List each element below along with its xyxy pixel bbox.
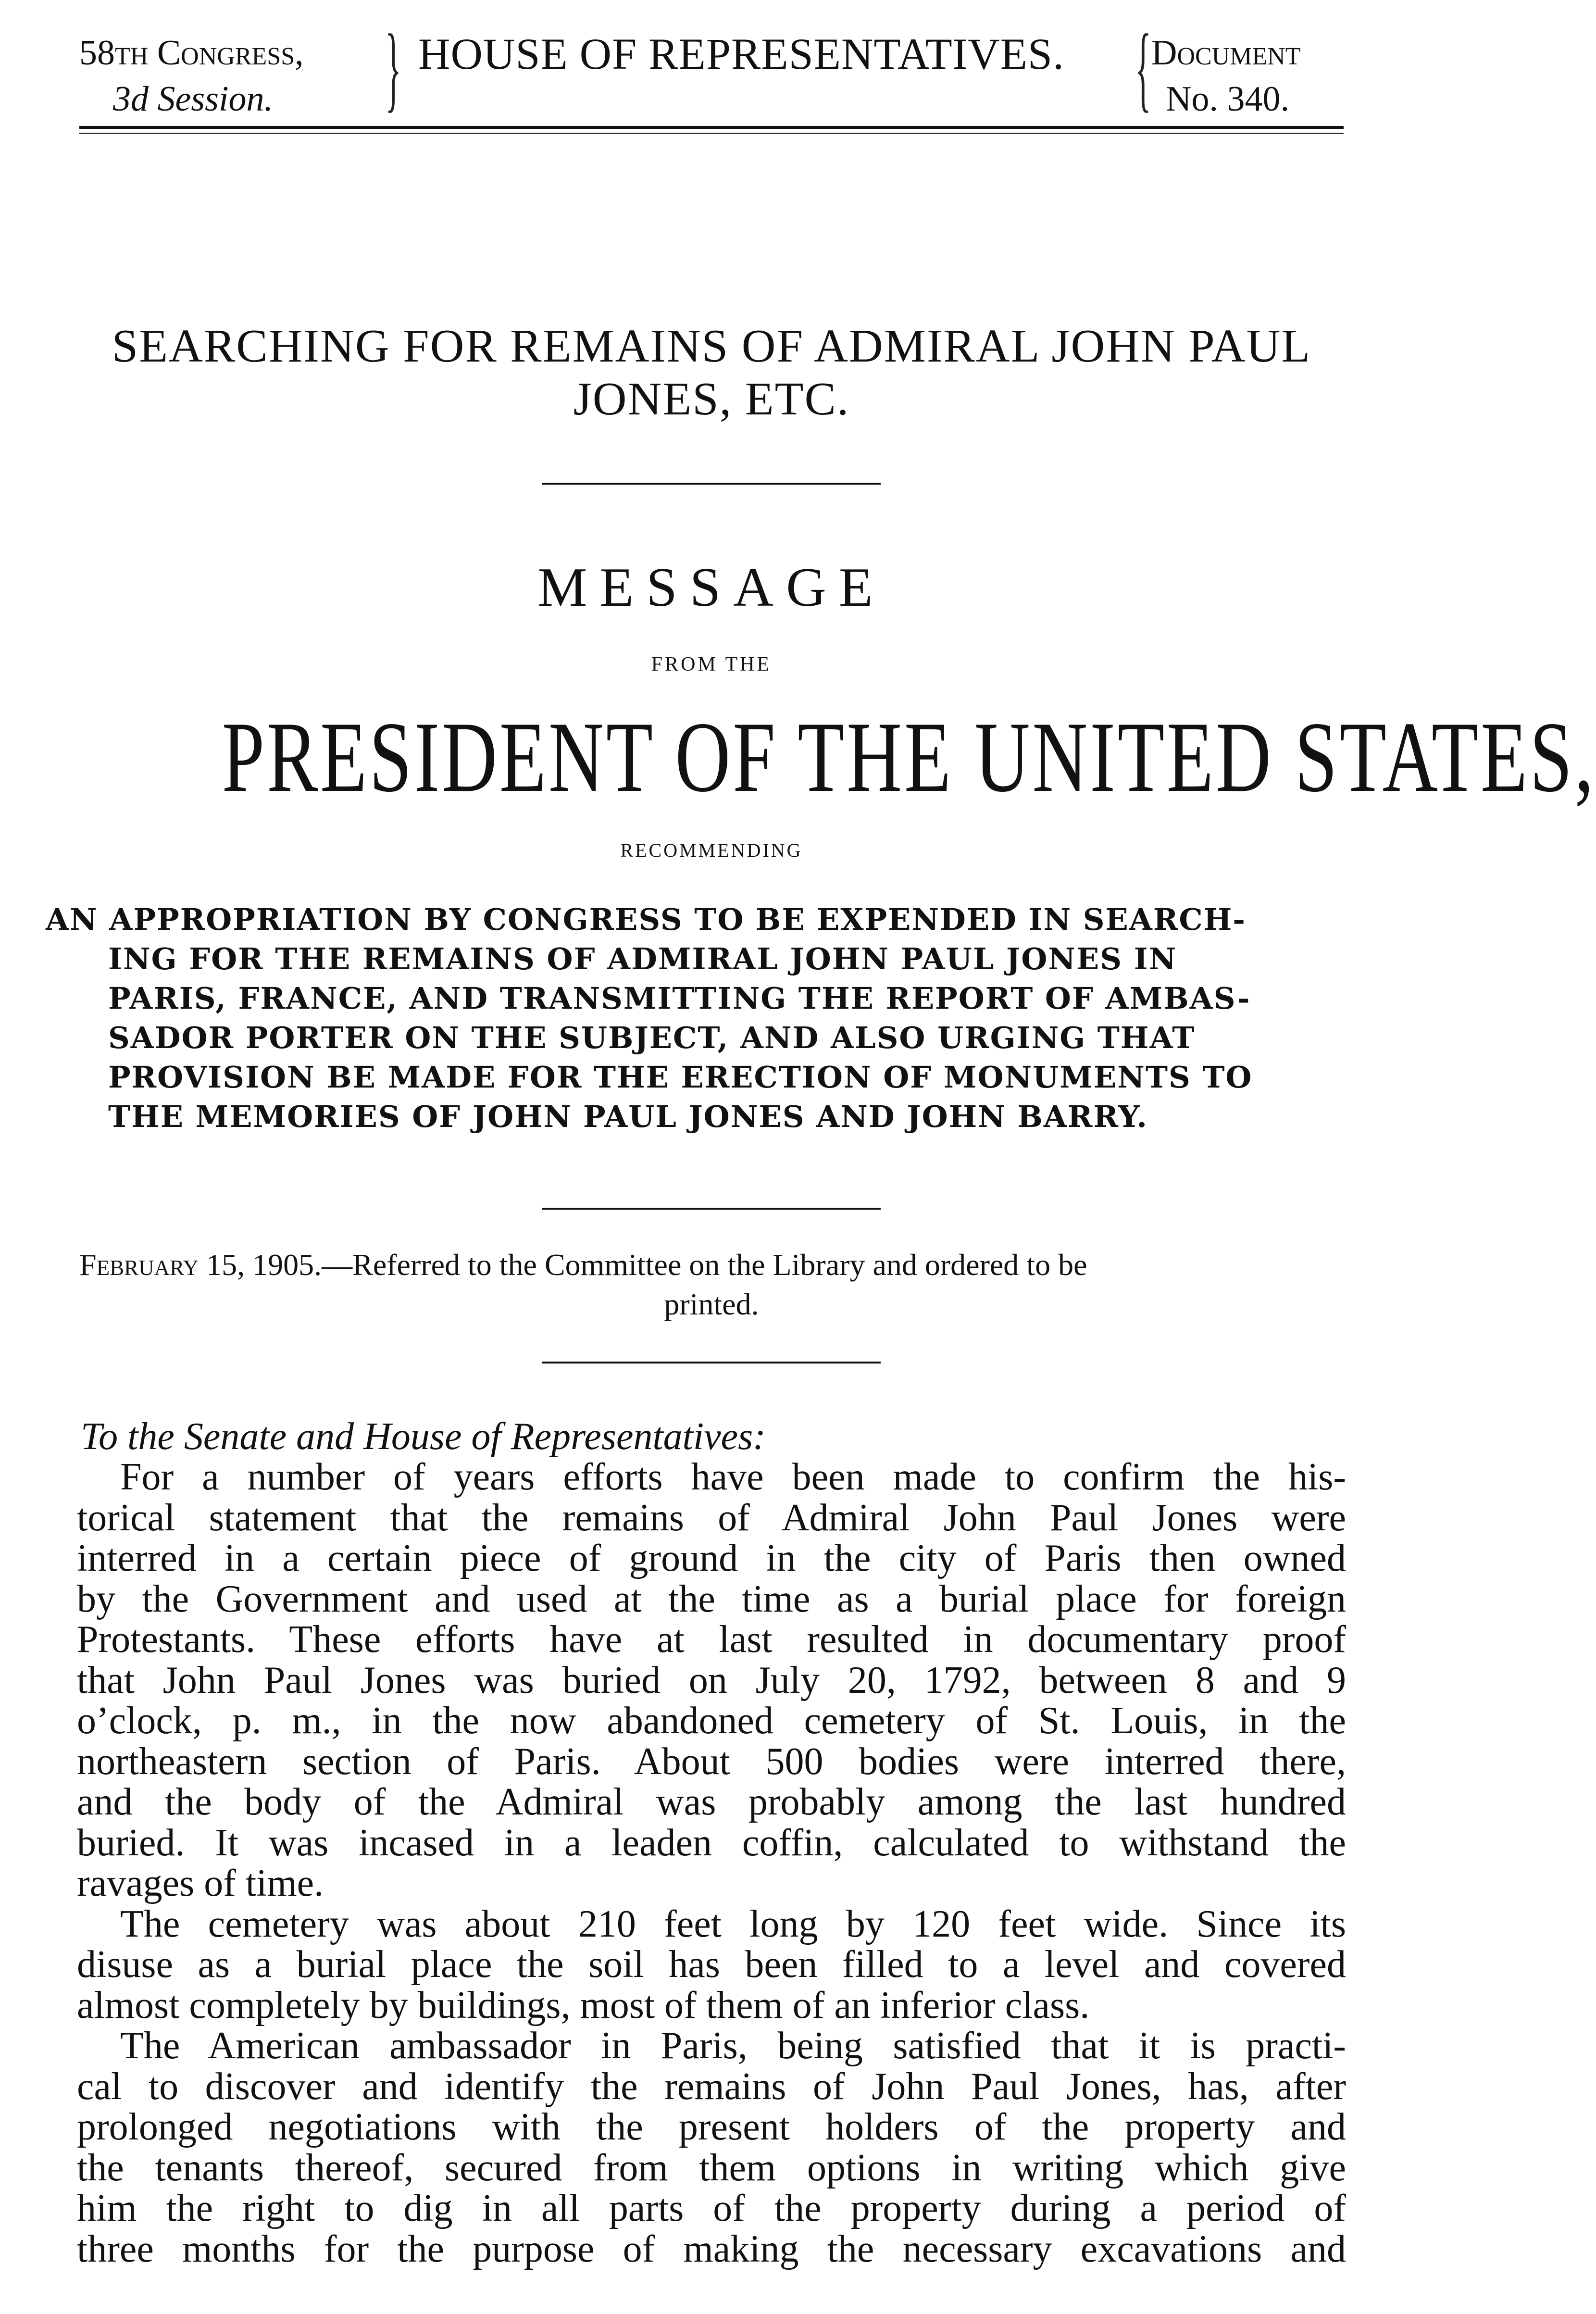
document-number: No. 340. <box>1166 79 1289 119</box>
body-line: the tenants thereof, secured from them options in writing which give <box>77 2146 1346 2189</box>
body-line: torical statement that the remains of Admiral John Paul Jones were <box>77 1496 1346 1539</box>
referral-date: February <box>79 1248 199 1282</box>
congress-session-block <box>79 30 387 122</box>
body-line: prolonged negotiations with the present holders of the property and <box>77 2106 1346 2148</box>
subject-line: PROVISION BE MADE FOR THE ERECTION OF MONUMENTS TO <box>108 1060 1253 1095</box>
subject-line: AN APPROPRIATION BY CONGRESS TO BE EXPENDED IN SEARCH- <box>46 902 1247 937</box>
right-brace: { <box>1135 15 1151 121</box>
subject-line: PARIS, FRANCE, AND TRANSMITTING THE REPORT OF AMBAS- <box>108 981 1251 1016</box>
from-the-label: FROM THE <box>651 653 772 675</box>
header-rule-thin <box>79 133 1344 134</box>
divider-3 <box>542 1362 881 1363</box>
body-line: Protestants. These efforts have at last resulted in documentary proof <box>77 1618 1346 1661</box>
session-label: 3d Session. <box>113 79 273 119</box>
body-line: almost completely by buildings, most of them of an inferior class. <box>77 1984 1090 2026</box>
referral-text: 15, 1905.—Referred to the Committee on the Library and ordered to be <box>199 1248 1087 1282</box>
body-line: The cemetery was about 210 feet long by 120 feet wide. Since its <box>120 1902 1346 1945</box>
subject-block <box>46 900 1344 1137</box>
body-line: For a number of years efforts have been made to confirm the his- <box>120 1456 1346 1498</box>
body-line: that John Paul Jones was buried on July 20, 1792, between 8 and 9 <box>77 1659 1346 1701</box>
title-line-1: SEARCHING FOR REMAINS OF ADMIRAL JOHN PAUL <box>112 320 1311 372</box>
body-line: ravages of time. <box>77 1862 324 1904</box>
body-line: three months for the purpose of making the necessary excavations and <box>77 2227 1346 2270</box>
divider-1 <box>542 483 881 485</box>
referral-note <box>79 1245 1344 1324</box>
body-line: him the right to dig in all parts of the property during a period of <box>77 2187 1346 2229</box>
left-brace: } <box>385 15 401 121</box>
president-heading: PRESIDENT OF THE UNITED STATES, <box>222 701 1596 813</box>
referral-line-2: printed. <box>664 1287 759 1321</box>
message-heading: MESSAGE <box>537 557 885 618</box>
subject-line: ING FOR THE REMAINS OF ADMIRAL JOHN PAUL JONES IN <box>108 941 1177 976</box>
divider-2 <box>542 1208 881 1210</box>
salutation: To the Senate and House of Representatives: <box>81 1415 766 1458</box>
document-label: Document <box>1151 33 1301 73</box>
body-line: o’clock, p. m., in the now abandoned cemetery of St. Louis, in the <box>77 1700 1346 1742</box>
recommending-label: RECOMMENDING <box>620 839 803 861</box>
subject-line: SADOR PORTER ON THE SUBJECT, AND ALSO URGING THAT <box>108 1020 1196 1055</box>
document-number-block <box>1151 30 1301 122</box>
message-body <box>77 1457 1346 2269</box>
house-heading: HOUSE OF REPRESENTATIVES. <box>418 29 1065 78</box>
header-rule-thick <box>79 126 1344 129</box>
body-line: disuse as a burial place the soil has been filled to a level and covered <box>77 1943 1346 1986</box>
referral-line-1 <box>79 1245 1344 1285</box>
congress-label: 58th Congress, <box>79 33 304 73</box>
body-line: interred in a certain piece of ground in the city of Paris then owned <box>77 1537 1346 1579</box>
document-title <box>79 320 1344 425</box>
subject-line: THE MEMORIES OF JOHN PAUL JONES AND JOHN BARRY. <box>108 1099 1148 1134</box>
body-line: The American ambassador in Paris, being satisfied that it is practi- <box>120 2025 1346 2067</box>
body-line: buried. It was incased in a leaden coffin, calculated to withstand the <box>77 1821 1346 1864</box>
body-line: northeastern section of Paris. About 500 bodies were interred there, <box>77 1740 1346 1783</box>
body-line: by the Government and used at the time as a burial place for foreign <box>77 1577 1346 1620</box>
body-line: cal to discover and identify the remains of John Paul Jones, has, after <box>77 2065 1346 2108</box>
title-line-2: JONES, ETC. <box>573 373 850 425</box>
body-line: and the body of the Admiral was probably among the last hundred <box>77 1781 1346 1823</box>
